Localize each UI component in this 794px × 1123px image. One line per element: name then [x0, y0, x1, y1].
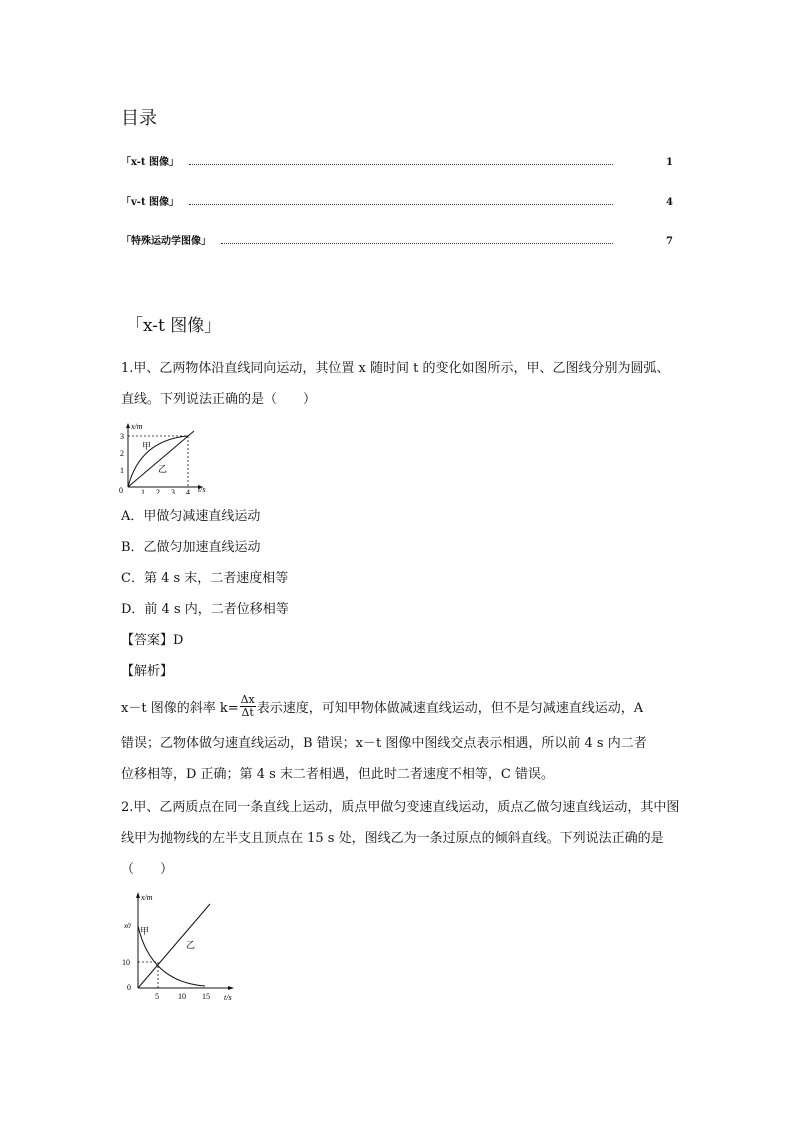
section-title: 「x-t 图像」 — [126, 316, 222, 336]
q2-y-arrow — [136, 892, 140, 898]
q1-option-d[interactable]: D．前 4 s 内，二者位移相等 — [121, 602, 289, 617]
q1-x-label: t/s — [198, 485, 206, 494]
q1-y-tick: 1 — [120, 466, 124, 475]
q2-origin: 0 — [127, 983, 131, 992]
toc-entry-vt[interactable] — [121, 192, 673, 208]
q2-xt-graph — [118, 888, 248, 1000]
toc-entry-label: 「特殊运动学图像」 — [121, 236, 211, 247]
q2-curve-label-jia: 甲 — [140, 926, 150, 936]
q1-analysis-line3: 位移相等，D 正确；第 4 s 末二者相遇，但此时二者速度不相等，C 错误。 — [121, 767, 554, 782]
q2-x-tick: 5 — [155, 992, 159, 1000]
q1-y-label: x/m — [131, 422, 143, 431]
q2-x-tick: 15 — [202, 992, 210, 1000]
q1-analysis-line1 — [121, 691, 643, 721]
q1-y-tick: 3 — [120, 432, 124, 441]
q1-x-tick: 3 — [171, 488, 175, 494]
toc-leader-dots — [221, 243, 613, 244]
q1-line-yi — [128, 431, 194, 487]
q1-x-tick: 2 — [156, 488, 160, 494]
q2-curve-label-yi: 乙 — [186, 940, 196, 950]
q1-xt-graph — [118, 420, 218, 494]
toc-entry-label: 「v-t 图像」 — [121, 197, 180, 208]
slope-fraction — [240, 694, 256, 719]
q1-x-tick: 4 — [186, 488, 190, 494]
q1-option-a[interactable]: A．甲做匀减速直线运动 — [121, 509, 261, 524]
q1-option-c[interactable]: C．第 4 s 末，二者速度相等 — [121, 571, 289, 586]
q1-curve-label-yi: 乙 — [158, 464, 168, 474]
q1-analysis-label: 【解析】 — [121, 664, 174, 679]
toc-entry-page: 7 — [666, 236, 673, 247]
q2-y-tick: 10 — [122, 958, 130, 967]
q1-analysis-text: x－t 图像的斜率 k= — [121, 700, 239, 716]
q1-analysis-text: 表示速度，可知甲物体做减速直线运动，但不是匀减速直线运动，A — [256, 700, 644, 716]
q2-line-yi — [138, 904, 210, 988]
q2-x-arrow — [228, 986, 234, 990]
q1-y-arrow — [126, 423, 130, 428]
q2-stem: 2.甲、乙两质点在同一条直线上运动，质点甲做匀变速直线运动，质点乙做匀速直线运动，其中图线甲为抛物线的左半支且顶点在 15 s 处，图线乙为一条过原点的倾斜直线。下列说法正确的是（ ） — [121, 800, 680, 877]
toc-entry-page: 1 — [666, 157, 673, 168]
q1-option-b[interactable]: B．乙做匀加速直线运动 — [121, 540, 261, 555]
toc-title: 目录 — [121, 108, 157, 129]
toc-entry-special[interactable] — [121, 231, 673, 247]
fraction-denominator: Δt — [241, 705, 254, 719]
toc-entry-page: 4 — [666, 197, 673, 208]
fraction-numerator: Δx — [240, 692, 255, 706]
q1-stem: 1.甲、乙两物体沿直线同向运动，其位置 x 随时间 t 的变化如图所示，甲、乙图线分别为圆弧、直线。下列说法正确的是（ ） — [121, 361, 670, 407]
q1-y-tick: 2 — [120, 449, 124, 458]
toc-leader-dots — [189, 164, 613, 165]
q2-y-tick: x0 — [124, 922, 131, 930]
q2-x-label: t/s — [224, 993, 232, 1000]
q1-curve-label-jia: 甲 — [142, 441, 152, 451]
toc-entry-label: 「x-t 图像」 — [121, 157, 180, 168]
q1-origin: 0 — [119, 486, 123, 494]
q1-answer: 【答案】D — [121, 633, 184, 648]
q2-y-label: x/m — [141, 893, 153, 902]
q1-analysis-line2: 错误；乙物体做匀速直线运动，B 错误；x－t 图像中图线交点表示相遇，所以前 4 s 内二者 — [121, 736, 647, 751]
toc-entry-xt[interactable] — [121, 152, 673, 168]
q2-x-tick: 10 — [178, 992, 186, 1000]
toc-leader-dots — [189, 204, 613, 205]
q1-x-tick: 1 — [141, 488, 145, 494]
